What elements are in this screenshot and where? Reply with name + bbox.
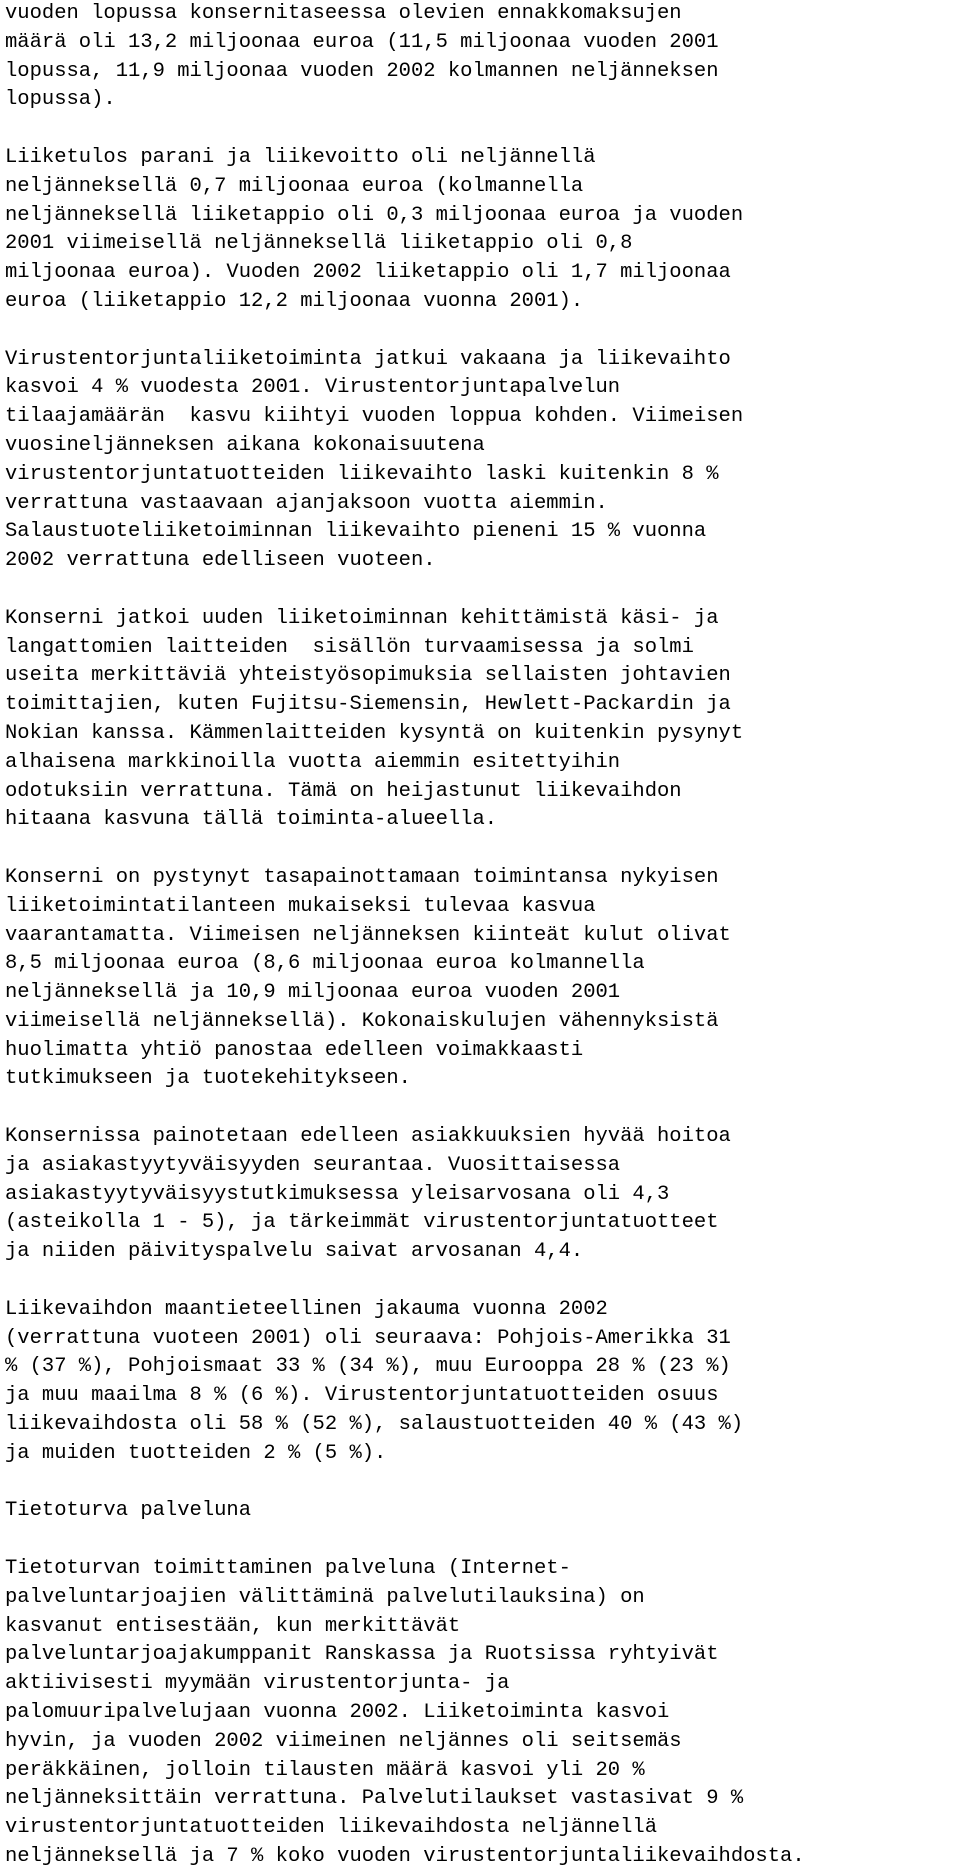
text-line: Tietoturvan toimittaminen palveluna (Internet-	[5, 1557, 571, 1581]
paragraph-operating-result	[5, 144, 955, 317]
text-line: % (37 %), Pohjoismaat 33 % (34 %), muu Eurooppa 28 % (23 %)	[5, 1355, 731, 1379]
text-line: vaarantamatta. Viimeisen neljänneksen kiinteät kulut olivat	[5, 923, 731, 947]
text-line: Liikevaihdon maantieteellinen jakauma vuonna 2002	[5, 1297, 608, 1321]
text-line: lopussa, 11,9 miljoonaa vuoden 2002 kolmannen neljänneksen	[5, 59, 719, 83]
text-line: liiketoimintatilanteen mukaiseksi tulevaa kasvua	[5, 894, 596, 918]
text-line: Konsernissa painotetaan edelleen asiakkuuksien hyvää hoitoa	[5, 1125, 731, 1149]
text-line: 2001 viimeisellä neljänneksellä liiketappio oli 0,8	[5, 232, 633, 256]
paragraph-antivirus-business	[5, 346, 955, 576]
text-line: virustentorjuntatuotteiden liikevaihto laski kuitenkin 8 %	[5, 462, 719, 486]
text-line: määrä oli 13,2 miljoonaa euroa (11,5 miljoonaa vuoden 2001	[5, 30, 719, 54]
text-line: neljänneksellä ja 7 % koko vuoden virustentorjuntaliikevaihdosta.	[5, 1845, 805, 1868]
paragraph-spacer	[5, 1267, 955, 1296]
section-heading	[5, 1497, 955, 1526]
paragraph-spacer	[5, 1526, 955, 1555]
text-line: Nokian kanssa. Kämmenlaitteiden kysyntä on kuitenkin pysynyt	[5, 721, 744, 745]
text-line: kasvoi 4 % vuodesta 2001. Virustentorjuntapalvelun	[5, 376, 621, 400]
text-line: Liiketulos parani ja liikevoitto oli neljännellä	[5, 145, 596, 169]
text-line: toimittajien, kuten Fujitsu-Siemensin, Hewlett-Packardin ja	[5, 693, 731, 717]
text-line: tutkimukseen ja tuotekehitykseen.	[5, 1067, 411, 1091]
text-line: virustentorjuntatuotteiden liikevaihdosta neljännellä	[5, 1816, 658, 1840]
paragraph-spacer	[5, 1469, 955, 1498]
section-heading-text: Tietoturva palveluna	[5, 1499, 252, 1523]
paragraph-deferred-revenue	[5, 0, 955, 115]
text-line: miljoonaa euroa). Vuoden 2002 liiketappio oli 1,7 miljoonaa	[5, 261, 731, 285]
text-line: langattomien laitteiden sisällön turvaamisessa ja solmi	[5, 635, 694, 659]
text-line: vuoden lopussa konsernitaseessa olevien ennakkomaksujen	[5, 2, 682, 25]
text-line: ja muu maailma 8 % (6 %). Virustentorjuntatuotteiden osuus	[5, 1384, 719, 1408]
text-line: 8,5 miljoonaa euroa (8,6 miljoonaa euroa kolmannella	[5, 952, 645, 976]
text-line: viimeisellä neljänneksellä). Kokonaiskulujen vähennyksistä	[5, 1009, 719, 1033]
text-line: hyvin, ja vuoden 2002 viimeinen neljännes oli seitsemäs	[5, 1729, 682, 1753]
text-line: aktiivisesti myymään virustentorjunta- ja	[5, 1672, 510, 1696]
paragraph-cost-balance	[5, 864, 955, 1094]
paragraph-customer-satisfaction	[5, 1123, 955, 1267]
text-line: neljänneksellä 0,7 miljoonaa euroa (kolmannella	[5, 174, 584, 198]
paragraph-spacer	[5, 576, 955, 605]
text-line: palveluntarjoajakumppanit Ranskassa ja Ruotsissa ryhtyivät	[5, 1643, 719, 1667]
paragraph-geographic-distribution	[5, 1296, 955, 1469]
text-line: neljänneksittäin verrattuna. Palvelutilaukset vastasivat 9 %	[5, 1787, 744, 1811]
text-line: vuosineljänneksen aikana kokonaisuutena	[5, 433, 485, 457]
paragraph-security-as-service	[5, 1555, 955, 1872]
text-line: liikevaihdosta oli 58 % (52 %), salaustuotteiden 40 % (43 %)	[5, 1413, 744, 1437]
text-line: kasvanut entisestään, kun merkittävät	[5, 1614, 461, 1638]
text-line: (asteikolla 1 - 5), ja tärkeimmät virustentorjuntatuotteet	[5, 1211, 719, 1235]
paragraph-spacer	[5, 835, 955, 864]
text-line: huolimatta yhtiö panostaa edelleen voimakkaasti	[5, 1038, 584, 1062]
paragraph-spacer	[5, 1094, 955, 1123]
text-line: neljänneksellä liiketappio oli 0,3 miljoonaa euroa ja vuoden	[5, 203, 744, 227]
text-line: Konserni on pystynyt tasapainottamaan toimintansa nykyisen	[5, 865, 719, 889]
text-line: useita merkittäviä yhteistyösopimuksia sellaisten johtavien	[5, 664, 731, 688]
paragraph-spacer	[5, 115, 955, 144]
document-page	[5, 0, 955, 1872]
paragraph-new-business	[5, 605, 955, 835]
text-line: ja asiakastyytyväisyyden seurantaa. Vuosittaisessa	[5, 1153, 621, 1177]
text-line: lopussa).	[5, 88, 116, 112]
text-line: neljänneksellä ja 10,9 miljoonaa euroa vuoden 2001	[5, 981, 621, 1005]
text-line: palveluntarjoajien välittäminä palvelutilauksina) on	[5, 1585, 645, 1609]
text-line: hitaana kasvuna tällä toiminta-alueella.	[5, 808, 498, 832]
text-line: asiakastyytyväisyystutkimuksessa yleisarvosana oli 4,3	[5, 1182, 670, 1206]
text-line: odotuksiin verrattuna. Tämä on heijastunut liikevaihdon	[5, 779, 682, 803]
text-line: palomuuripalvelujaan vuonna 2002. Liiketoiminta kasvoi	[5, 1701, 670, 1725]
text-line: verrattuna vastaavaan ajanjaksoon vuotta aiemmin.	[5, 491, 608, 515]
text-line: Salaustuoteliiketoiminnan liikevaihto pieneni 15 % vuonna	[5, 520, 707, 544]
text-line: Virustentorjuntaliiketoiminta jatkui vakaana ja liikevaihto	[5, 347, 731, 371]
paragraph-spacer	[5, 317, 955, 346]
text-line: 2002 verrattuna edelliseen vuoteen.	[5, 549, 436, 573]
text-line: alhaisena markkinoilla vuotta aiemmin esitettyihin	[5, 750, 621, 774]
text-line: ja niiden päivityspalvelu saivat arvosanan 4,4.	[5, 1240, 584, 1264]
text-line: Konserni jatkoi uuden liiketoiminnan kehittämistä käsi- ja	[5, 606, 719, 630]
text-line: tilaajamäärän kasvu kiihtyi vuoden loppua kohden. Viimeisen	[5, 405, 744, 429]
text-line: euroa (liiketappio 12,2 miljoonaa vuonna 2001).	[5, 289, 584, 313]
text-line: peräkkäinen, jolloin tilausten määrä kasvoi yli 20 %	[5, 1758, 645, 1782]
text-line: (verrattuna vuoteen 2001) oli seuraava: Pohjois-Amerikka 31	[5, 1326, 731, 1350]
text-line: ja muiden tuotteiden 2 % (5 %).	[5, 1441, 387, 1465]
